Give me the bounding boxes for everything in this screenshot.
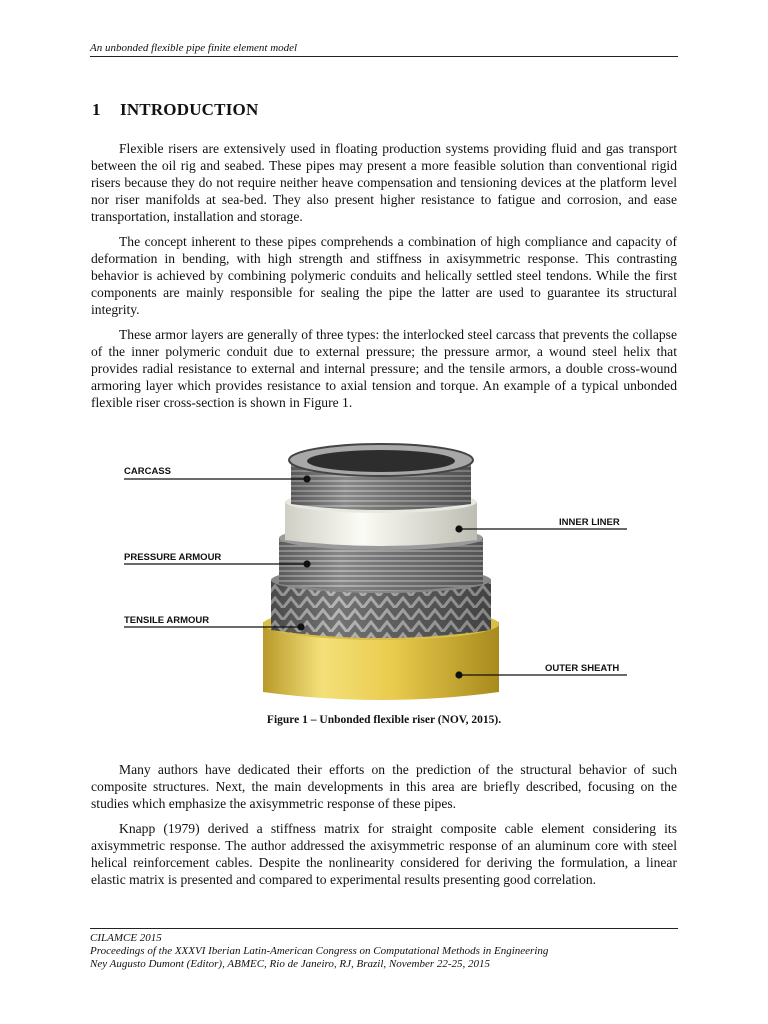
paragraph: These armor layers are generally of three types: the interlocked steel carcass that prevents the collapse of the inner polymeric conduit due to external pressure; the pressure armor, a wound steel helix that provides radial resistance to external and internal pressure; and the tensile armors, a double cross-wound armoring layer which provides resistance to axial tension and torque. An example of a typical unbonded flexible riser cross-section is shown in Figure 1. (91, 327, 677, 410)
footer-proceedings: Proceedings of the XXXVI Iberian Latin-American Congress on Computational Methods in Engineering (90, 945, 549, 957)
page-footer (90, 928, 678, 971)
body-text-top (91, 140, 677, 419)
running-header: An unbonded flexible pipe finite element model (90, 42, 678, 57)
figure-flexible-riser (91, 440, 677, 702)
label-outer-sheath: OUTER SHEATH (545, 663, 620, 674)
label-pressure-armour: PRESSURE ARMOUR (124, 552, 222, 563)
body-text-bottom (91, 761, 677, 896)
footer-conference: CILAMCE 2015 (90, 932, 162, 944)
label-tensile-armour: TENSILE ARMOUR (124, 615, 210, 626)
label-carcass: CARCASS (124, 466, 171, 477)
figure-caption: Figure 1 – Unbonded flexible riser (NOV, 2015). (266, 714, 502, 726)
section-title: INTRODUCTION (120, 100, 259, 119)
section-number: 1 (92, 100, 101, 119)
paragraph: Flexible risers are extensively used in floating production systems providing fluid and gas transport between the oil rig and seabed. These pipes may present a more feasible solution than conventional rigid risers because they do not require neither heave compensation and tensioning devices at the platform level nor riser manifolds at sea-bed. They also present higher resistance to fatigue and corrosion, and ease transportation, installation and storage. (91, 141, 677, 224)
paragraph: Knapp (1979) derived a stiffness matrix for straight composite cable element considering its axisymmetric response. The author addressed the axisymmetric response of an aluminum core with steel helical reinforcement cables. Despite the nonlinearity considered for deriving the formulation, a linear elastic matrix is presented and compared to experimental results presenting good correlation. (91, 821, 677, 887)
paragraph: Many authors have dedicated their efforts on the prediction of the structural behavior of such composite structures. Next, the main developments in this area are briefly described, focusing on the studies which emphasize the axisymmetric response of these pipes. (91, 762, 677, 811)
label-inner-liner: INNER LINER (559, 517, 620, 528)
footer-editor: Ney Augusto Dumont (Editor), ABMEC, Rio de Janeiro, RJ, Brazil, November 22-25, 2015 (90, 958, 491, 970)
riser-illustration (91, 440, 677, 702)
section-heading (92, 100, 258, 120)
paragraph: The concept inherent to these pipes comprehends a combination of high compliance and capacity of deformation in bending, with high strength and stiffness in axisymmetric response. This contrasting behavior is achieved by combining polymeric conduits and helically settled steel tendons. While the first components are mainly responsible for sealing the pipe the latter are used to guarantee its structural integrity. (91, 234, 677, 317)
